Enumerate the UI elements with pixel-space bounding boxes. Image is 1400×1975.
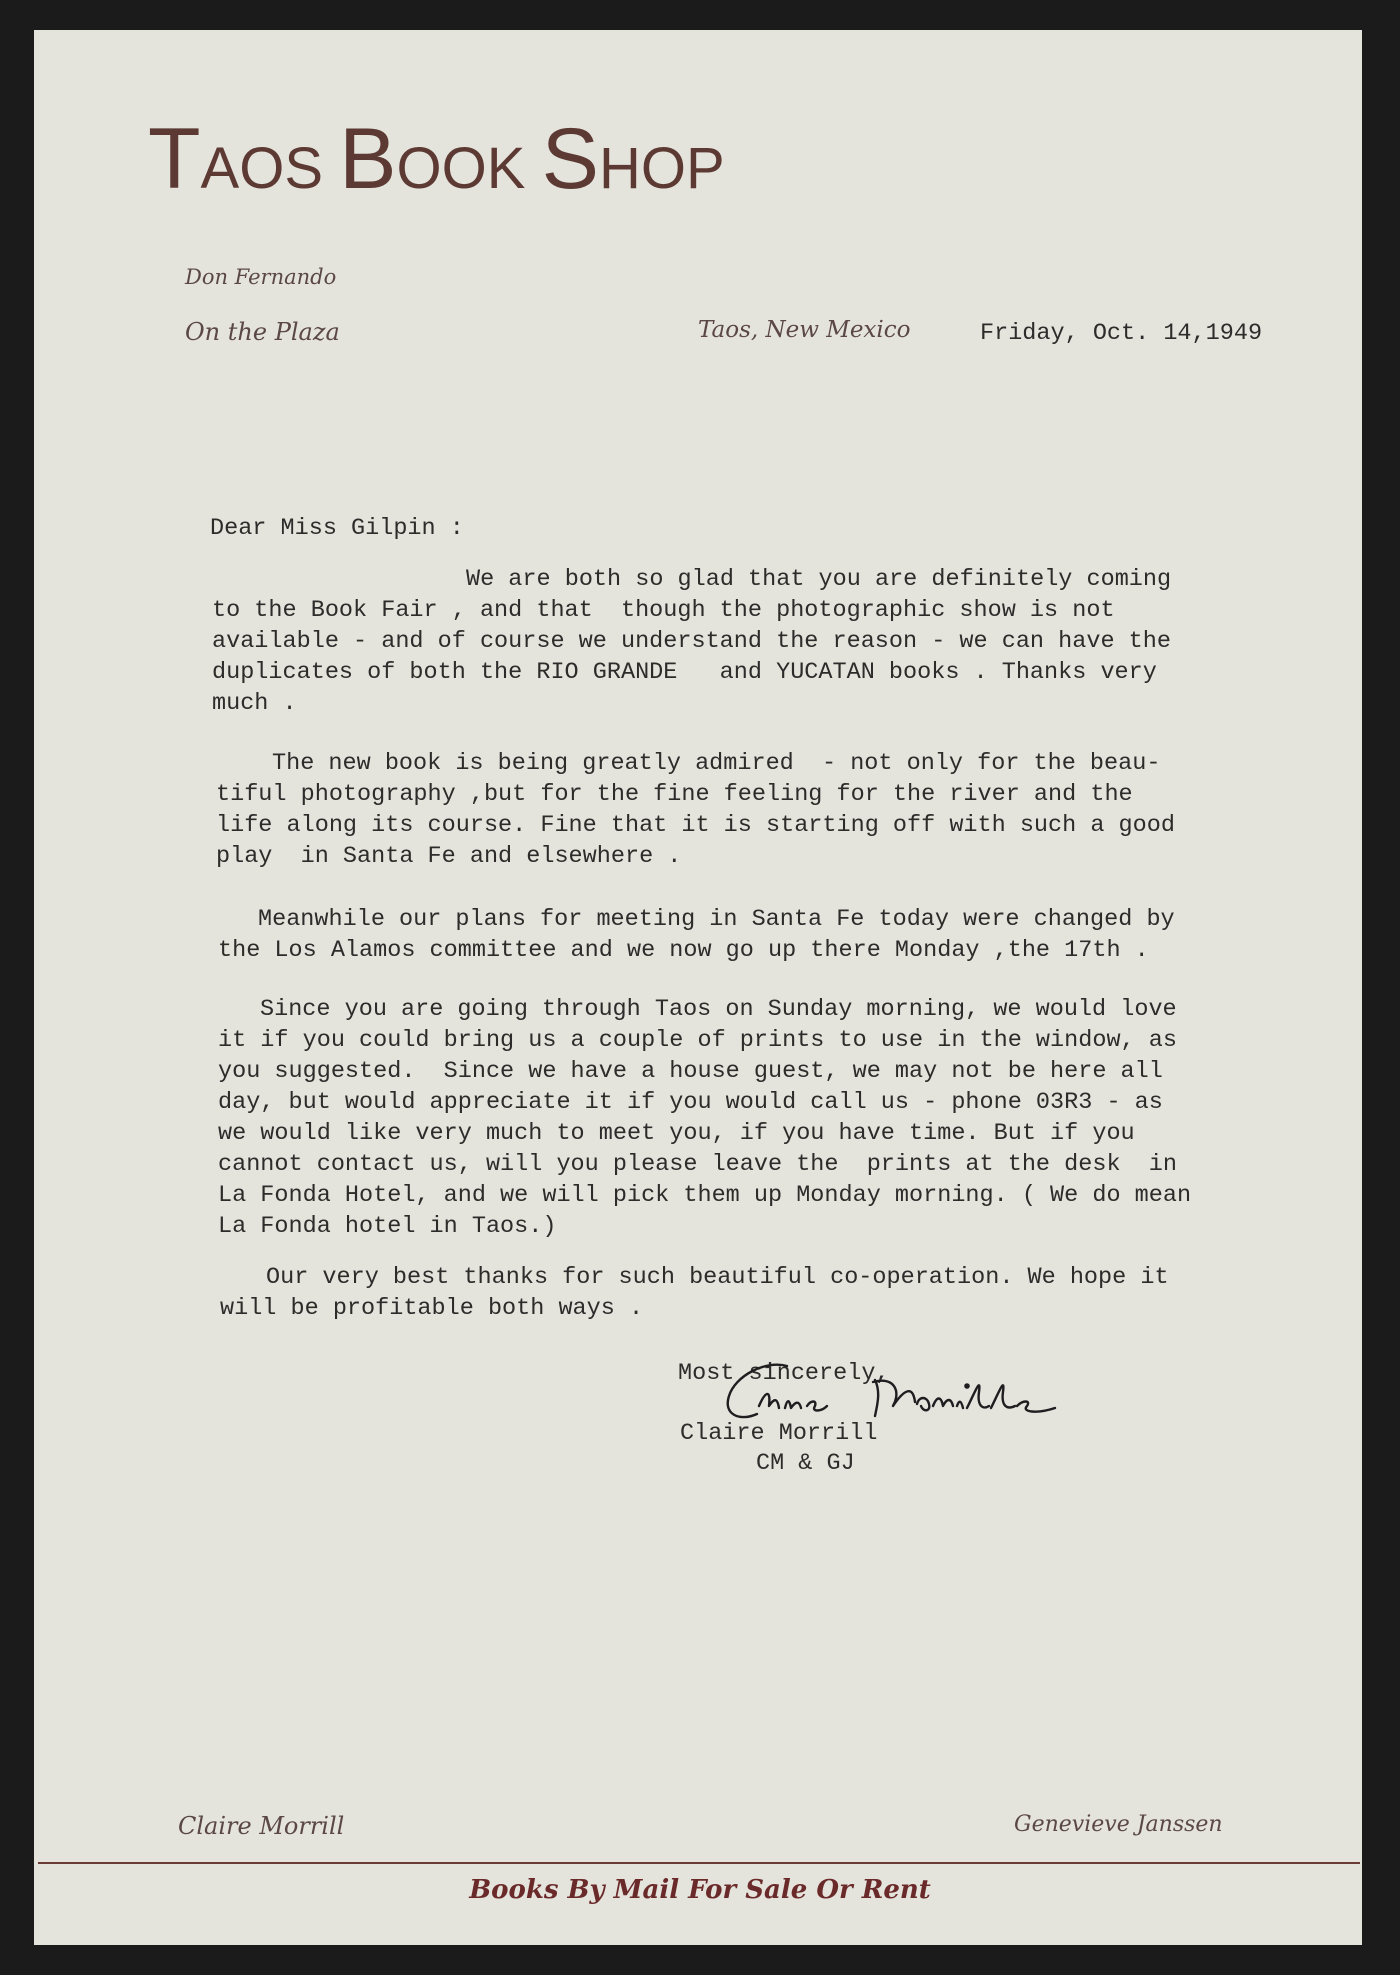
address-line-1: Don Fernando — [185, 265, 337, 289]
paragraph-line: day, but would appreciate it if you would call us - phone 03R3 - as — [218, 1089, 1163, 1116]
closing: Most sincerely, — [678, 1360, 890, 1387]
shop-name-cap-1: T — [148, 111, 201, 207]
paragraph-line: Meanwhile our plans for meeting in Santa Fe today were changed by — [258, 906, 1175, 933]
shop-name-part-1: AOS — [200, 136, 340, 201]
paragraph-line: Since you are going through Taos on Sunday morning, we would love — [260, 996, 1177, 1023]
proprietor-right: Genevieve Janssen — [1014, 1812, 1223, 1837]
location: Taos, New Mexico — [698, 317, 911, 343]
paragraph-3 — [218, 904, 1175, 966]
paragraph-line: tiful photography ,but for the fine feeling for the river and the — [216, 781, 1133, 808]
paragraph-line: life along its course. Fine that it is starting off with such a good — [216, 812, 1175, 839]
letter-date: Friday, Oct. 14,1949 — [980, 320, 1263, 347]
paragraph-5 — [220, 1262, 1169, 1324]
paragraph-line: available - and of course we understand the reason - we can have the — [212, 628, 1171, 655]
paragraph-4 — [218, 994, 1191, 1242]
proprietor-left: Claire Morrill — [178, 1812, 345, 1840]
shop-name-cap-3: S — [541, 111, 599, 207]
paragraph-line: you suggested. Since we have a house guest, we may not be here all — [218, 1058, 1163, 1085]
footer-slogan: Books By Mail For Sale Or Rent — [469, 1875, 931, 1905]
paragraph-line: will be profitable both ways . — [220, 1295, 644, 1322]
paragraph-line: to the Book Fair , and that though the photographic show is not — [212, 597, 1115, 624]
paragraph-line: duplicates of both the RIO GRANDE and YUCATAN books . Thanks very — [212, 659, 1157, 686]
shop-name-part-2: OOK — [396, 136, 542, 201]
paragraph-line: much . — [212, 690, 297, 717]
paragraph-line: cannot contact us, will you please leave the prints at the desk in — [218, 1151, 1177, 1178]
paragraph-line: it if you could bring us a couple of prints to use in the window, as — [218, 1027, 1177, 1054]
paragraph-line: La Fonda Hotel, and we will pick them up Monday morning. ( We do mean — [218, 1182, 1192, 1209]
paragraph-2 — [216, 748, 1175, 872]
initials: CM & GJ — [756, 1450, 855, 1477]
paragraph-line: The new book is being greatly admired - not only for the beau- — [272, 750, 1161, 777]
shop-name-cap-2: B — [339, 111, 397, 207]
shop-name-part-3: HOP — [598, 136, 725, 201]
salutation: Dear Miss Gilpin : — [210, 515, 464, 542]
paragraph-line: We are both so glad that you are definitely coming — [466, 566, 1172, 593]
address-line-2: On the Plaza — [185, 318, 340, 346]
paragraph-line: play in Santa Fe and elsewhere . — [216, 843, 682, 870]
paragraph-line: we would like very much to meet you, if you have time. But if you — [218, 1120, 1135, 1147]
paragraph-line: the Los Alamos committee and we now go up there Monday ,the 17th . — [218, 937, 1149, 964]
footer-divider — [38, 1862, 1360, 1864]
paragraph-1 — [212, 564, 1171, 719]
shop-name-logo — [148, 110, 725, 209]
paragraph-line: Our very best thanks for such beautiful co-operation. We hope it — [266, 1264, 1169, 1291]
paragraph-line: La Fonda hotel in Taos.) — [218, 1213, 557, 1240]
signature-name: Claire Morrill — [680, 1420, 878, 1447]
